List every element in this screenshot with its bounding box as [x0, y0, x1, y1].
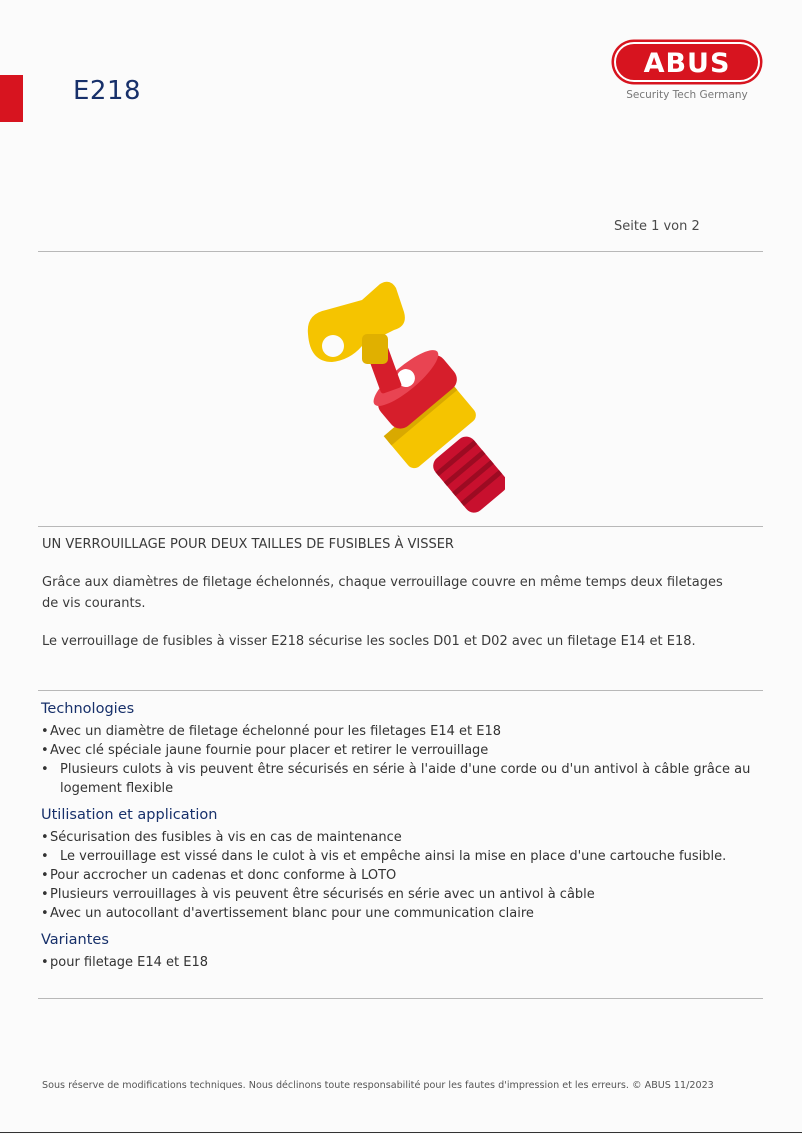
list-item: •Avec clé spéciale jaune fournie pour placer et retirer le verrouillage [41, 743, 489, 758]
intro-paragraph-1: Grâce aux diamètres de filetage échelonnés, chaque verrouillage couvre en même temps deux filetages de vis courants. [42, 575, 723, 611]
list-item: •Avec un diamètre de filetage échelonné pour les filetages E14 et E18 [41, 724, 502, 739]
list-item: • Le verrouillage est vissé dans le culot à vis et empêche ainsi la mise en place d'une cartouche fusible. [41, 849, 727, 864]
divider-intro [38, 526, 763, 527]
list-item: •Avec un autocollant d'avertissement blanc pour une communication claire [41, 906, 534, 921]
abus-logo-text: ABUS [643, 48, 731, 79]
product-code: E218 [73, 76, 142, 106]
features-section [41, 701, 771, 981]
footer-disclaimer: Sous réserve de modifications techniques. Nous déclinons toute responsabilité pour les fautes d'impression et les erreurs. © ABUS 11/2023 [42, 1080, 714, 1091]
intro-paragraph-2: Le verrouillage de fusibles à visser E218 sécurise les socles D01 et D02 avec un filetage E14 et E18. [42, 634, 696, 649]
logo-tagline: Security Tech Germany [626, 89, 748, 101]
divider-features [38, 690, 763, 691]
variants-list [41, 953, 771, 972]
intro-heading: UN VERROUILLAGE POUR DEUX TAILLES DE FUSIBLES À VISSER [42, 537, 454, 552]
list-item: •Pour accrocher un cadenas et donc conforme à LOTO [41, 868, 397, 883]
list-item: •Plusieurs verrouillages à vis peuvent être sécurisés en série avec un antivol à câble [41, 887, 595, 902]
variants-title: Variantes [41, 932, 109, 948]
list-item: •pour filetage E14 et E18 [41, 955, 209, 970]
intro-section [42, 534, 742, 669]
technologies-list [41, 722, 771, 798]
technologies-title: Technologies [41, 701, 135, 717]
brand-accent-bar [0, 75, 23, 122]
list-item: •Sécurisation des fusibles à vis en cas de maintenance [41, 830, 402, 845]
page-bottom-line [0, 1132, 802, 1133]
usage-list [41, 828, 771, 923]
yellow-key [308, 282, 405, 364]
product-image [300, 276, 505, 516]
usage-title: Utilisation et application [41, 807, 218, 823]
divider-bottom [38, 998, 763, 999]
list-item: • Plusieurs culots à vis peuvent être sécurisés en série à l'aide d'une corde ou d'un antivol à câble grâce au logement flexible [41, 762, 751, 796]
page-number: Seite 1 von 2 [614, 219, 700, 234]
divider-top [38, 251, 763, 252]
